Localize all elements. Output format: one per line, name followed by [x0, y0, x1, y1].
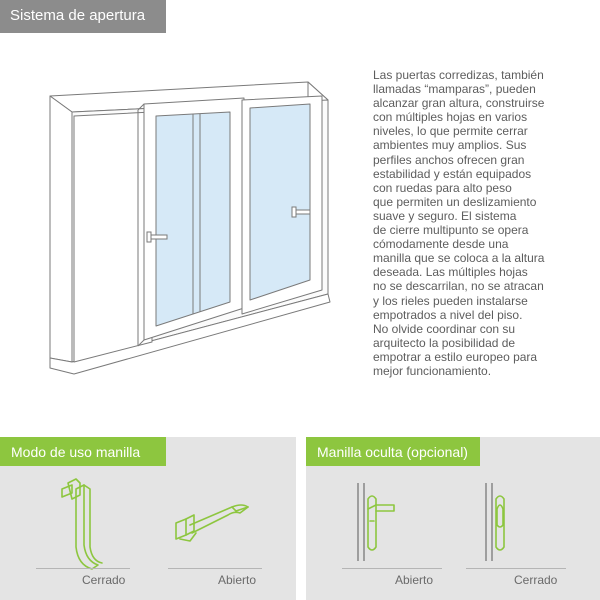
baseline-divider	[342, 568, 442, 569]
closed-caption: Cerrado	[514, 573, 558, 587]
baseline-divider	[36, 568, 130, 569]
hidden-handle-panel	[306, 437, 600, 600]
description-line: No olvide coordinar con su	[373, 321, 516, 336]
description-line: llamadas “mamparas”, pueden	[373, 82, 536, 97]
description-line: empotrados a nivel del piso.	[373, 307, 523, 322]
closed-handle-icon	[56, 475, 106, 575]
description-line: Las puertas corredizas, también	[373, 68, 544, 82]
description-line: empotrar a estilo europeo para	[373, 349, 538, 364]
description-line: que permiten un deslizamiento	[373, 194, 537, 209]
description-text	[373, 68, 551, 378]
description-line: con ruedas para alto peso	[373, 180, 512, 195]
description-line: con múltiples hojas en varios	[373, 110, 528, 125]
description-line: estabilidad y están equipados	[373, 166, 532, 181]
description-line: perfiles anchos ofrecen gran	[373, 152, 525, 167]
description-line: no se descarrilan, no se atracan	[373, 279, 544, 294]
description-line: niveles, lo que permite cerrar	[373, 124, 528, 139]
description-line: ambientes muy amplios. Sus	[373, 138, 527, 153]
open-caption: Abierto	[218, 573, 257, 587]
description-line: y los rieles pueden instalarse	[373, 293, 528, 308]
description-line: manilla que se coloca a la altura	[373, 251, 545, 266]
description-line: deseada. Las múltiples hojas	[373, 265, 528, 280]
baseline-divider	[168, 568, 262, 569]
handle-usage-panel	[0, 437, 296, 600]
open-handle-icon	[172, 495, 254, 551]
panel-title: Manilla oculta (opcional)	[306, 437, 480, 466]
description-line: arquitecto la posibilidad de	[373, 335, 516, 350]
description-line: de cierre multipunto se opera	[373, 223, 529, 238]
sliding-door-illustration	[30, 70, 350, 390]
section-title: Sistema de apertura	[0, 0, 166, 33]
closed-caption: Cerrado	[82, 573, 126, 587]
panel-title: Modo de uso manilla	[0, 437, 166, 466]
description-line: alcanzar gran altura, construirse	[373, 96, 545, 111]
description-line: cómodamente desde una	[373, 237, 509, 252]
description-line: suave y seguro. El sistema	[373, 208, 517, 223]
hidden-handle-open-icon	[354, 481, 404, 565]
description-line: mejor funcionamiento.	[373, 363, 492, 378]
hidden-handle-closed-icon	[482, 481, 522, 565]
baseline-divider	[466, 568, 566, 569]
open-caption: Abierto	[395, 573, 434, 587]
